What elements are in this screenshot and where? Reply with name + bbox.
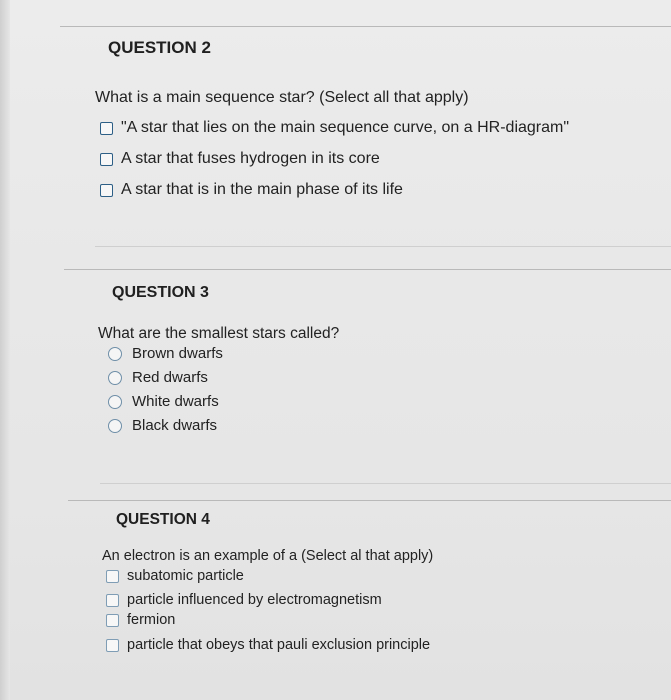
checkbox[interactable] (106, 639, 119, 652)
section-divider (100, 483, 671, 484)
question-3-option-2[interactable] (108, 369, 208, 386)
question-3-title: QUESTION 3 (112, 284, 209, 301)
question-4-option-2[interactable] (106, 592, 382, 608)
checkbox[interactable] (100, 122, 113, 135)
question-2-title: QUESTION 2 (108, 38, 211, 57)
checkbox[interactable] (106, 614, 119, 627)
section-divider (64, 269, 671, 270)
question-4-option-1[interactable] (106, 568, 244, 584)
option-label: Black dwarfs (132, 417, 218, 434)
option-label: Brown dwarfs (132, 345, 223, 362)
checkbox[interactable] (106, 594, 119, 607)
checkbox[interactable] (100, 184, 113, 197)
radio-button[interactable] (108, 371, 122, 385)
radio-button[interactable] (108, 347, 122, 361)
question-4-text: An electron is an example of a (Select al that apply) (102, 548, 434, 564)
top-divider (60, 26, 671, 27)
question-2-text: What is a main sequence star? (Select all that apply) (95, 89, 469, 106)
radio-button[interactable] (108, 419, 122, 433)
option-label: A star that fuses hydrogen in its core (121, 150, 380, 167)
page-left-edge (0, 0, 10, 700)
checkbox[interactable] (106, 570, 119, 583)
option-label: A star that is in the main phase of its life (121, 181, 403, 198)
radio-button[interactable] (108, 395, 122, 409)
option-label: Red dwarfs (132, 369, 208, 386)
question-3-text: What are the smallest stars called? (98, 325, 340, 342)
question-4-option-4[interactable] (106, 637, 430, 653)
section-divider (68, 500, 671, 501)
option-label: particle that obeys that pauli exclusion principle (127, 637, 431, 653)
question-2-option-3[interactable] (100, 181, 403, 199)
question-4-option-3[interactable] (106, 612, 175, 628)
option-label: "A star that lies on the main sequence curve, on a HR-diagram" (121, 119, 570, 136)
option-label: particle influenced by electromagnetism (127, 592, 382, 608)
question-2-option-2[interactable] (100, 150, 380, 168)
option-label: White dwarfs (132, 393, 219, 410)
question-4-title: QUESTION 4 (116, 511, 210, 528)
option-label: subatomic particle (127, 568, 244, 584)
section-divider (95, 246, 671, 247)
question-2-option-1[interactable] (100, 119, 569, 137)
question-3-option-3[interactable] (108, 393, 219, 410)
checkbox[interactable] (100, 153, 113, 166)
option-label: fermion (127, 612, 176, 628)
question-3-option-4[interactable] (108, 417, 217, 434)
question-3-option-1[interactable] (108, 345, 223, 362)
